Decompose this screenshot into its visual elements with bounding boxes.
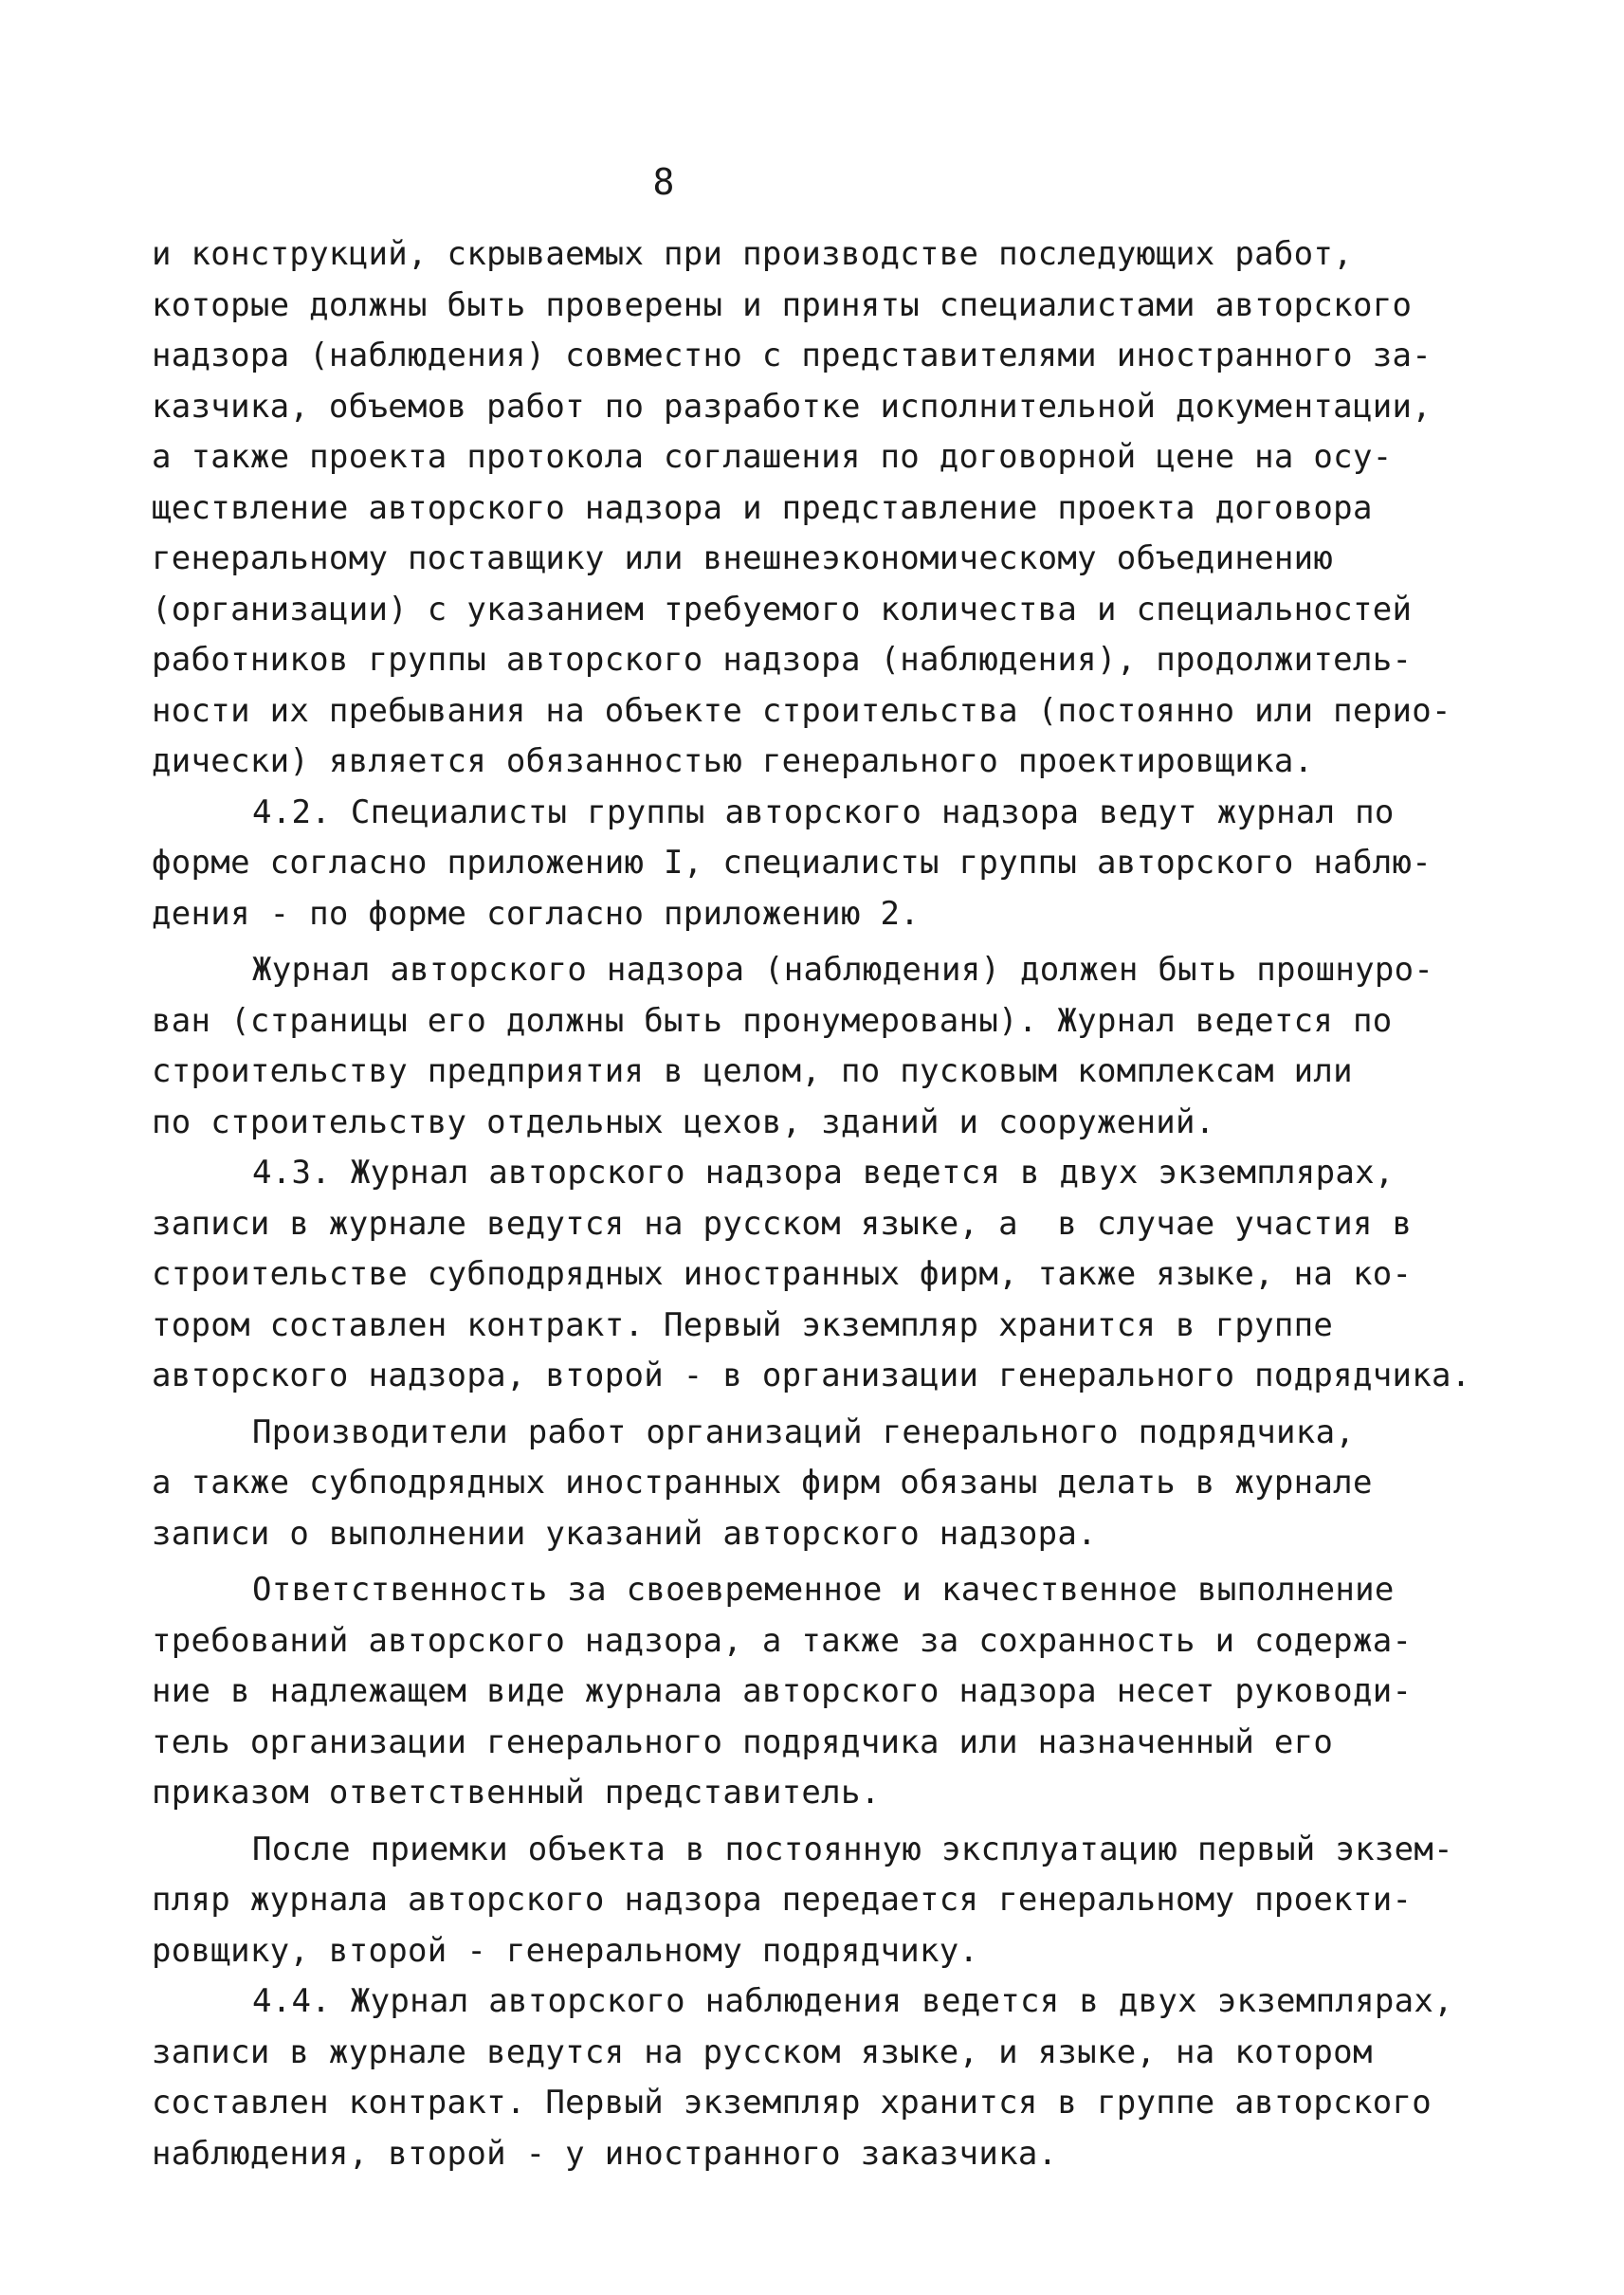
text-line: которые должны быть проверены и приняты специалистами авторского bbox=[152, 285, 1413, 324]
text-line: ществление авторского надзора и представление проекта договора bbox=[152, 488, 1373, 527]
text-line: и конструкций, скрываемых при производстве последующих работ, bbox=[152, 235, 1353, 273]
text-line: (организации) с указанием требуемого количества и специальностей bbox=[152, 590, 1413, 628]
text-line: строительстве субподрядных иностранных фирм, также языке, на ко- bbox=[152, 1255, 1413, 1293]
text-line: ровщику, второй - генеральному подрядчику. bbox=[152, 1931, 979, 1970]
text-line: форме согласно приложению I, специалисты группы авторского наблю- bbox=[152, 844, 1432, 882]
text-line: записи о выполнении указаний авторского надзора. bbox=[152, 1514, 1097, 1553]
text-line: а также субподрядных иностранных фирм обязаны делать в журнале bbox=[152, 1464, 1373, 1502]
text-line: строительству предприятия в целом, по пусковым комплексам или bbox=[152, 1052, 1353, 1090]
text-line: тель организации генерального подрядчика или назначенный его bbox=[152, 1722, 1334, 1761]
text-line: приказом ответственный представитель. bbox=[152, 1774, 881, 1812]
paragraph-start-line: После приемки объекта в постоянную эксплуатацию первый экзем- bbox=[252, 1830, 1453, 1868]
text-line: пляр журнала авторского надзора передается генеральному проекти- bbox=[152, 1881, 1413, 1919]
text-line: авторского надзора, второй - в организации генерального подрядчика. bbox=[152, 1357, 1471, 1394]
paragraph-start-line: Производители работ организаций генерального подрядчика, bbox=[252, 1412, 1356, 1451]
body-text bbox=[152, 229, 1479, 2179]
text-line: ности их пребывания на объекте строительства (постоянно или перио- bbox=[152, 691, 1451, 730]
paragraph-start-line: 4.3. Журнал авторского надзора ведется в двух экземплярах, bbox=[252, 1154, 1395, 1192]
paragraph-start-line: 4.2. Специалисты группы авторского надзора ведут журнал по bbox=[252, 792, 1395, 831]
text-line: по строительству отдельных цехов, зданий и сооружений. bbox=[152, 1102, 1215, 1141]
text-line: составлен контракт. Первый экземпляр хранится в группе авторского bbox=[152, 2084, 1432, 2122]
text-line: наблюдения, второй - у иностранного заказчика. bbox=[152, 2134, 1058, 2173]
text-line: тором составлен контракт. Первый экземпляр хранится в группе bbox=[152, 1305, 1334, 1344]
text-line: ние в надлежащем виде журнала авторского надзора несет руководи- bbox=[152, 1672, 1413, 1710]
text-line: записи в журнале ведутся на русском языке, а в случае участия в bbox=[152, 1204, 1413, 1243]
text-line: генеральному поставщику или внешнеэкономическому объединению bbox=[152, 539, 1334, 577]
text-line: дения - по форме согласно приложению 2. bbox=[152, 894, 921, 933]
text-line: работников группы авторского надзора (наблюдения), продолжитель- bbox=[152, 641, 1413, 679]
text-line: казчика, объемов работ по разработке исполнительной документации, bbox=[152, 387, 1432, 426]
text-line: ван (страницы его должны быть пронумерованы). Журнал ведется по bbox=[152, 1001, 1393, 1040]
text-line: записи в журнале ведутся на русском языке, и языке, на котором bbox=[152, 2032, 1373, 2071]
paragraph-start-line: 4.4. Журнал авторского наблюдения ведется в двух экземплярах, bbox=[252, 1982, 1453, 2020]
paragraph-start-line: Журнал авторского надзора (наблюдения) должен быть прошнуро- bbox=[252, 951, 1434, 989]
text-line: а также проекта протокола соглашения по договорной цене на осу- bbox=[152, 438, 1393, 476]
text-line: дически) является обязанностью генерального проектировщика. bbox=[152, 742, 1314, 780]
text-line: надзора (наблюдения) совместно с представителями иностранного за- bbox=[152, 337, 1432, 374]
page-number: 8 bbox=[652, 161, 675, 203]
paragraph-start-line: Ответственность за своевременное и качественное выполнение bbox=[252, 1571, 1395, 1609]
text-line: требований авторского надзора, а также за сохранность и содержа- bbox=[152, 1621, 1413, 1660]
